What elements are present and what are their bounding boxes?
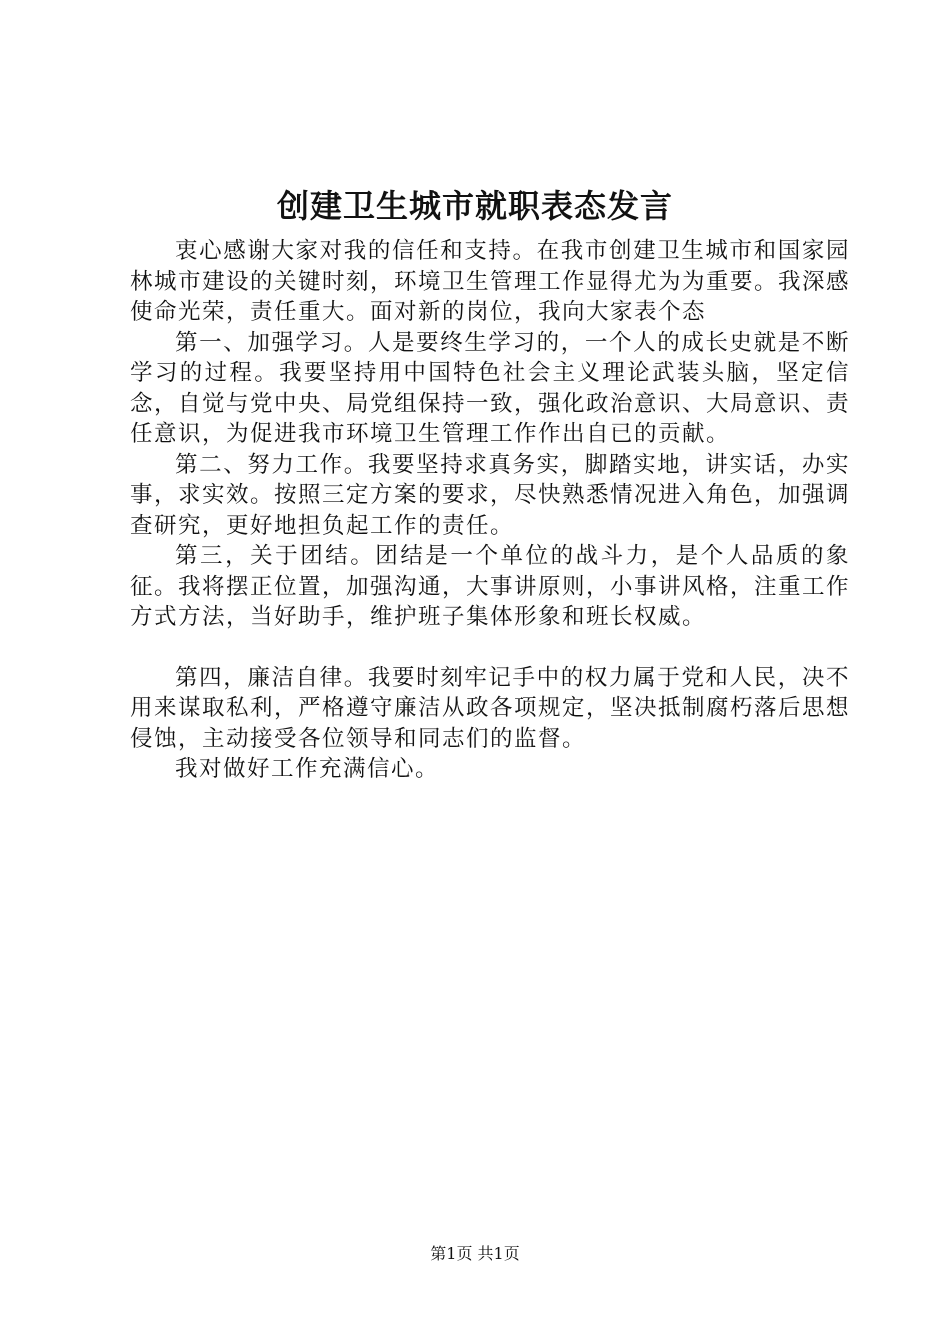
- document-title: 创建卫生城市就职表态发言: [276, 187, 673, 225]
- paragraph-point-2: 第二、努力工作。我要坚持求真务实，脚踏实地，讲实话，办实事，求实效。按照三定方案的要求，尽快熟悉情况进入角色，加强调查研究，更好地担负起工作的责任。: [130, 451, 851, 539]
- paragraph-point-4: 第四，廉洁自律。我要时刻牢记手中的权力属于党和人民，决不用来谋取私利，严格遵守廉洁从政各项规定，坚决抵制腐朽落后思想侵蚀，主动接受各位领导和同志们的监督。: [130, 664, 851, 752]
- paragraph-intro: 衷心感谢大家对我的信任和支持。在我市创建卫生城市和国家园林城市建设的关键时刻，环境卫生管理工作显得尤为为重要。我深感使命光荣，责任重大。面对新的岗位，我向大家表个态: [130, 238, 851, 325]
- page-number-footer: 第1页 共1页: [430, 1244, 520, 1263]
- paragraph-point-3: 第三，关于团结。团结是一个单位的战斗力，是个人品质的象征。我将摆正位置，加强沟通，大事讲原则，小事讲风格，注重工作方式方法，当好助手，维护班子集体形象和班长权威。: [130, 543, 851, 630]
- paragraph-point-1: 第一、加强学习。人是要终生学习的，一个人的成长史就是不断学习的过程。我要坚持用中国特色社会主义理论武装头脑，坚定信念，自觉与党中央、局党组保持一致，强化政治意识、大局意识、责任意识，为促进我市环境卫生管理工作作出自已的贡献。: [130, 329, 851, 447]
- paragraph-closing: 我对做好工作充满信心。: [175, 756, 440, 782]
- document-body: [130, 236, 850, 785]
